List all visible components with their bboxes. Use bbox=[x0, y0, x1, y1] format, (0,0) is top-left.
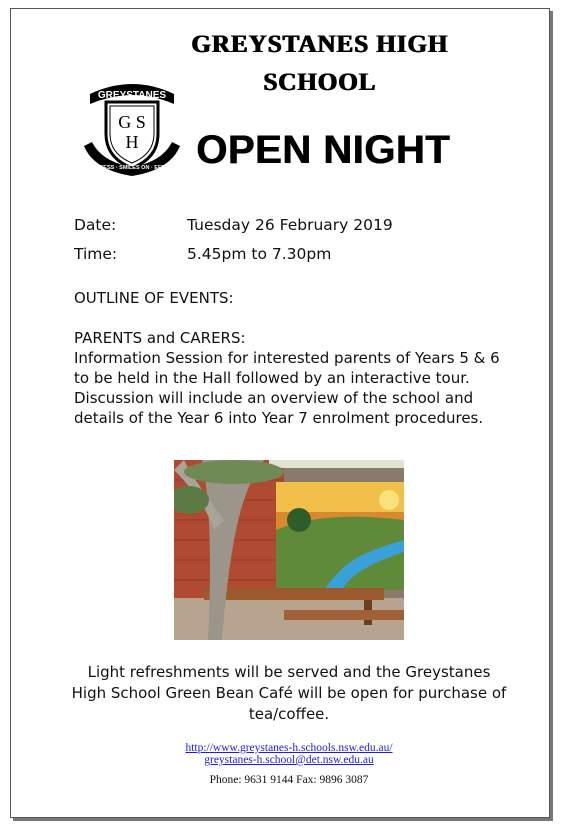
outline-heading: OUTLINE OF EVENTS: bbox=[74, 289, 234, 307]
outline-line: details of the Year 6 into Year 7 enrolment procedures. bbox=[74, 409, 484, 427]
phone-fax: Phone: 9631 9144 Fax: 9896 3087 bbox=[209, 774, 369, 786]
school-name bbox=[120, 26, 520, 102]
refreshments-line: tea/coffee. bbox=[248, 705, 330, 723]
time-row bbox=[74, 245, 331, 263]
svg-text:H: H bbox=[125, 132, 139, 152]
outline-line: to be held in the Hall followed by an interactive tour. bbox=[74, 369, 470, 387]
time-label: Time: bbox=[74, 245, 118, 263]
school-name-line2: SCHOOL bbox=[263, 69, 377, 96]
outline-body bbox=[74, 328, 500, 428]
contact-block bbox=[50, 742, 528, 786]
date-label: Date: bbox=[74, 216, 117, 234]
date-value: Tuesday 26 February 2019 bbox=[187, 216, 393, 234]
svg-text:SUCCESS · SMILES ON · EFFORT: SUCCESS · SMILES ON · EFFORT bbox=[87, 165, 177, 171]
refreshments-line: High School Green Bean Café will be open for purchase of bbox=[71, 684, 507, 702]
outline-line: Discussion will include an overview of the school and bbox=[74, 389, 474, 407]
school-name-line1: GREYSTANES HIGH bbox=[191, 31, 449, 58]
email-link[interactable]: greystanes-h.school@det.nsw.edu.au bbox=[204, 754, 374, 766]
time-value: 5.45pm to 7.30pm bbox=[187, 245, 332, 263]
outline-line: Information Session for interested parents of Years 5 & 6 bbox=[74, 349, 500, 367]
audience-heading: PARENTS and CARERS: bbox=[74, 329, 246, 347]
svg-text:GREYSTANES: GREYSTANES bbox=[97, 90, 167, 101]
date-row bbox=[74, 216, 393, 234]
refreshments-note bbox=[50, 662, 528, 725]
event-title: OPEN NIGHT bbox=[196, 128, 450, 172]
website-link[interactable]: http://www.greystanes-h.schools.nsw.edu.au/ bbox=[185, 742, 393, 754]
refreshments-line: Light refreshments will be served and the Greystanes bbox=[87, 663, 491, 681]
svg-text:G S: G S bbox=[118, 112, 146, 132]
mural-photo bbox=[174, 460, 404, 640]
